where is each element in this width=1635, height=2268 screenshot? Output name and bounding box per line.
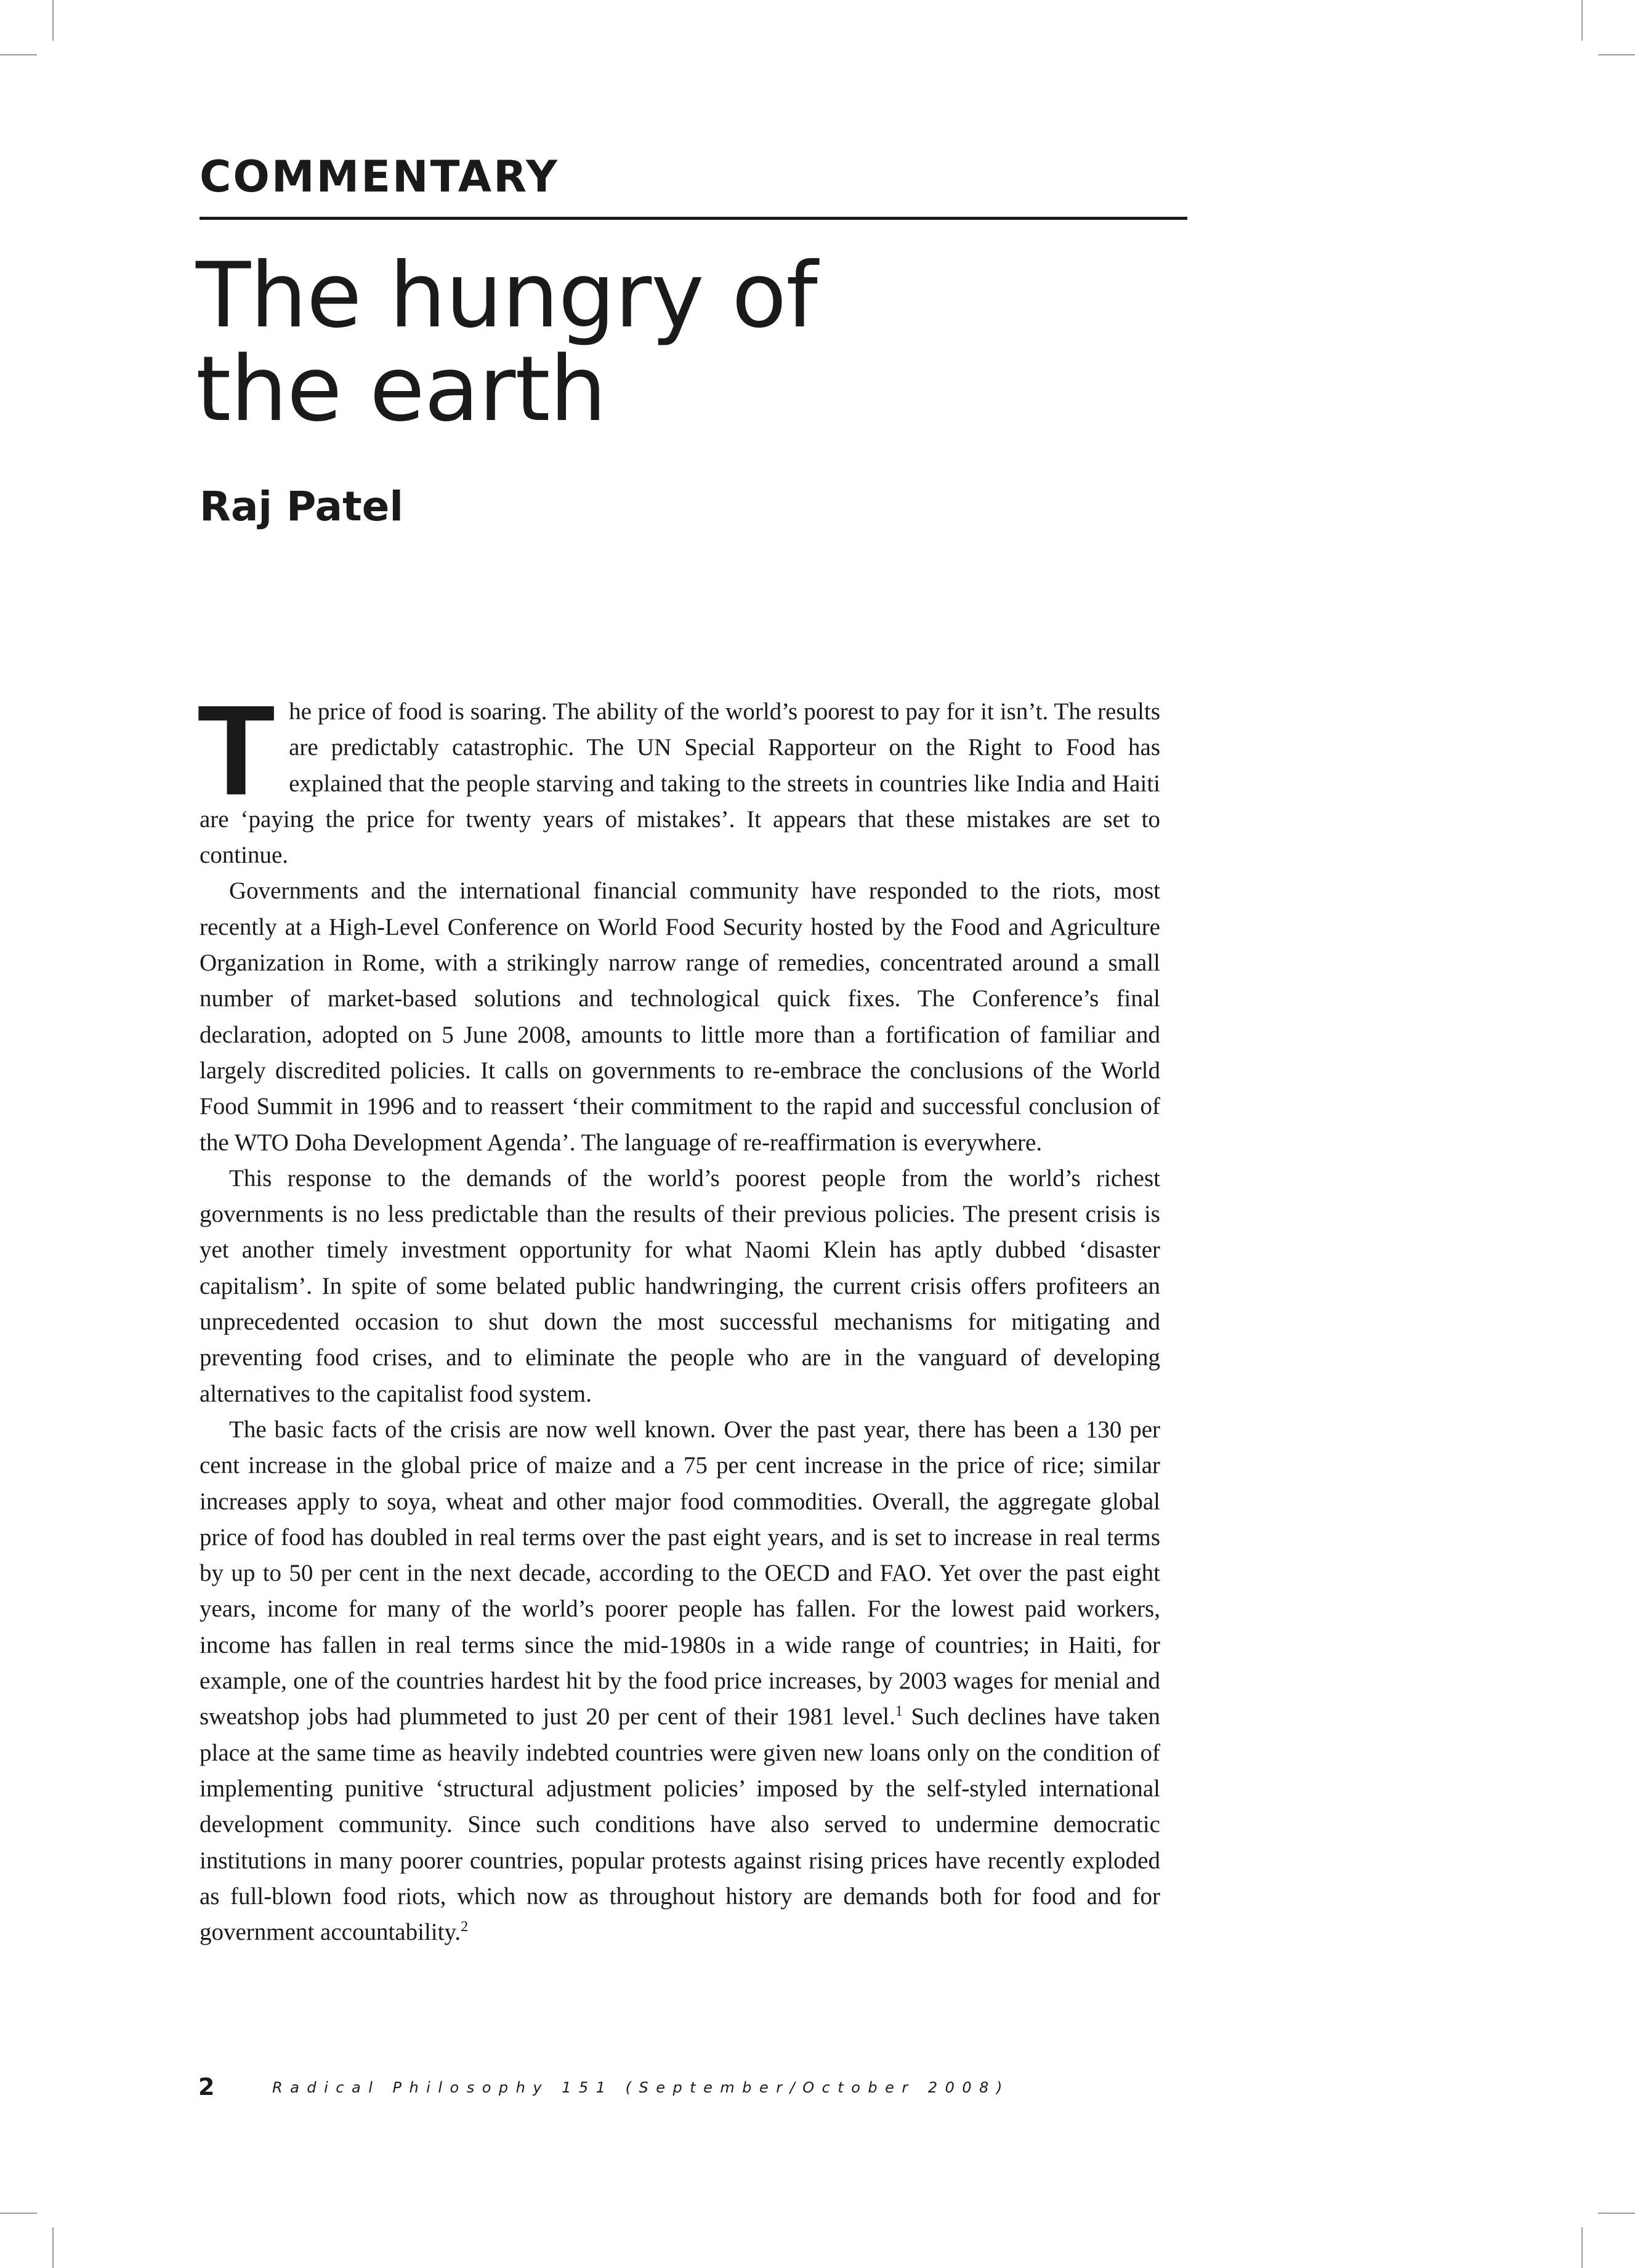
crop-mark [1598, 2213, 1635, 2214]
paragraph-4 [200, 1412, 1160, 1950]
section-label: COMMENTARY [200, 151, 559, 202]
author-name: Raj Patel [200, 483, 404, 530]
section-rule [200, 217, 1187, 220]
crop-mark [1581, 2227, 1583, 2268]
crop-mark [1581, 0, 1583, 41]
crop-mark [1598, 54, 1635, 55]
article-title-line-2: the earth [196, 337, 607, 442]
drop-cap: T [197, 679, 276, 822]
article-body [197, 679, 1160, 1950]
crop-mark [52, 2227, 54, 2268]
journal-citation: Radical Philosophy 151 (September/October 2008) [272, 2079, 1010, 2096]
crop-mark [0, 54, 37, 55]
paragraph-3: This response to the demands of the world’s poorest people from the world’s richest governments is no less predictable than the results of their previous policies. The present crisis is yet another timely investment opportunity for what Naomi Klein has aptly dubbed ‘disaster capitalism’. In spite of some belated public handwringing, the current crisis offers profiteers an unprecedented occasion to shut down the most successful mechanisms for mitigating and preventing food crises, and to eliminate the people who are in the vanguard of developing alternatives to the capitalist food system. [200, 1164, 1160, 1407]
article-title-line-1: The hungry of [196, 243, 817, 348]
page-number: 2 [198, 2073, 215, 2101]
footnote-ref-2[interactable]: 2 [461, 1919, 469, 1935]
paragraph-4-text-a: The basic facts of the crisis are now well known. Over the past year, there has been a 130 per cent increase in the global price of maize and a 75 per cent increase in the price of rice; similar increases apply to soya, wheat and other major food commodities. Overall, the aggregate global price of food has doubled in real terms over the past eight years, and is set to increase in real terms by up to 50 per cent in the next decade, according to the OECD and FAO. Yet over the past eight years, income for many of the world’s poorer people has fallen. For the lowest paid workers, income has fallen in real terms since the mid-1980s in a wide range of countries; in Haiti, for example, one of the countries hardest hit by the food price increases, by 2003 wages for menial and sweatshop jobs had plummeted to just 20 per cent of their 1981 level. [200, 1416, 1160, 1730]
paragraph-1-text: he price of food is soaring. The ability of the world’s poorest to pay for it isn’t. The results are predictably catastrophic. The UN Special Rapporteur on the Right to Food has explained that the people starving and taking to the streets in countries like India and Haiti are ‘paying the price for twenty years of mistakes’. It appears that these mistakes are set to continue. [200, 698, 1160, 869]
article-title [196, 243, 817, 442]
paragraph-1 [197, 679, 1160, 873]
footnote-ref-1[interactable]: 1 [895, 1703, 903, 1720]
paragraph-4-text-b: Such declines have taken place at the same time as heavily indebted countries were given new loans only on the condition of implementing punitive ‘structural adjustment policies’ imposed by the self-styled international development community. Since such conditions have also served to undermine democratic institutions in many poorer countries, popular protests against rising prices have recently exploded as full-blown food riots, which now as throughout history are demands both for food and for government accountability. [200, 1703, 1160, 1946]
paragraph-2: Governments and the international financial community have responded to the riots, most recently at a High-Level Conference on World Food Security hosted by the Food and Agriculture Organization in Rome, with a strikingly narrow range of remedies, concentrated around a small number of market-based solutions and technological quick fixes. The Conference’s final declaration, adopted on 5 June 2008, amounts to little more than a fortification of familiar and largely discredited policies. It calls on governments to re-embrace the conclusions of the World Food Summit in 1996 and to reassert ‘their commitment to the rapid and successful conclusion of the WTO Doha Development Agenda’. The language of re-reaffirmation is everywhere. [200, 878, 1160, 1156]
crop-mark [0, 2213, 37, 2214]
crop-mark [52, 0, 54, 41]
